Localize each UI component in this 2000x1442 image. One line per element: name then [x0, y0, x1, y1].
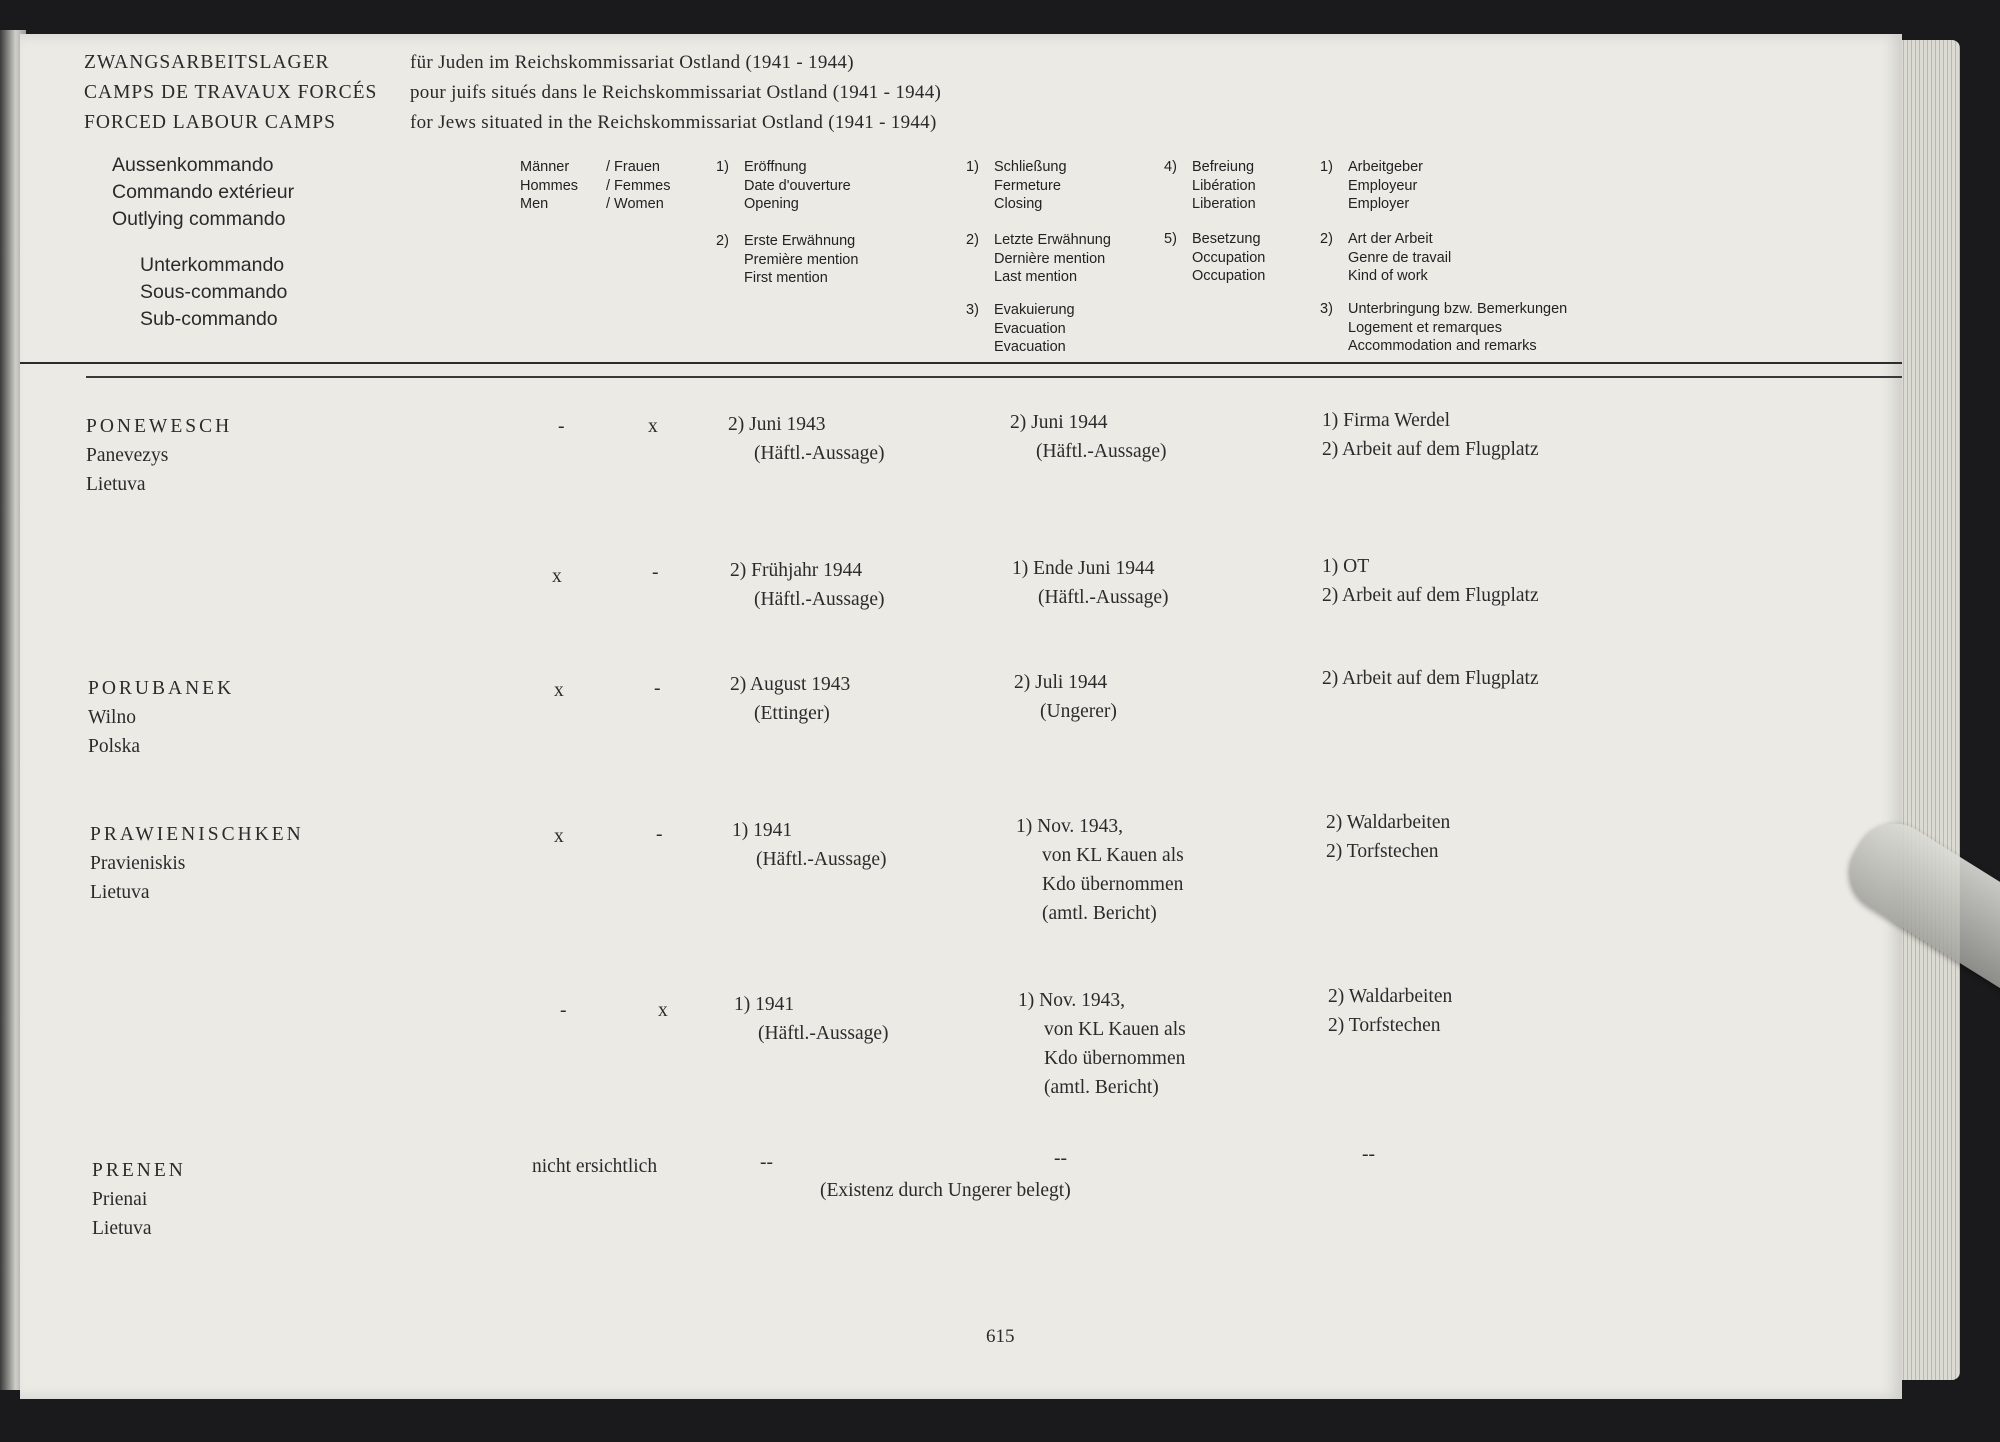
- legend-men-de: Männer: [520, 159, 570, 175]
- legend-men-en: Men: [520, 196, 549, 212]
- remarks-cell: --: [1362, 1144, 1375, 1165]
- legend-occupation: [1164, 230, 1265, 286]
- closing-date: 1) Nov. 1943,: [1018, 990, 1126, 1011]
- subtitle-line-en: for Jews situated in the Reichskommissariat Ostland (1941 - 1944): [410, 112, 937, 133]
- opening-date: 2) Frühjahr 1944: [730, 560, 863, 581]
- legend-employer-fr: Employeur: [1348, 177, 1418, 194]
- legend-last-mention-en: Last mention: [994, 269, 1078, 285]
- closing-source: (Ungerer): [1040, 701, 1117, 722]
- camp-name-local: Pravieniskis: [90, 853, 186, 874]
- camp-name: [92, 1156, 186, 1243]
- closing-note-1: von KL Kauen als: [1042, 845, 1184, 866]
- page-title: [84, 48, 377, 138]
- page-subtitle: [410, 48, 941, 138]
- legend-sub-commando: [140, 252, 287, 333]
- closing-date: 1) Nov. 1943,: [1016, 816, 1124, 837]
- closing-cell: [1012, 554, 1169, 612]
- legend-first-mention: [716, 232, 858, 288]
- closing-date: 2) Juli 1944: [1014, 672, 1108, 693]
- legend-opening-de: Eröffnung: [744, 159, 807, 175]
- legend-occupation-fr: Occupation: [1192, 249, 1266, 266]
- closing-note-2: Kdo übernommen: [1044, 1048, 1186, 1069]
- legend-occupation-num: 5): [1164, 231, 1177, 247]
- legend-employer: [1320, 158, 1423, 214]
- title-line-de: ZWANGSARBEITSLAGER: [84, 52, 330, 73]
- header-rule-inner: [86, 376, 1902, 378]
- legend-opening-fr: Date d'ouverture: [744, 177, 851, 194]
- legend-accommodation-de: Unterbringung bzw. Bemerkungen: [1348, 301, 1568, 317]
- legend-kind-of-work: [1320, 230, 1451, 286]
- camp-name: [86, 412, 232, 499]
- legend-outlying-en: Outlying commando: [112, 208, 286, 230]
- opening-cell: [730, 556, 885, 614]
- legend-accommodation-num: 3): [1320, 301, 1333, 317]
- camp-country: Lietuva: [86, 474, 146, 495]
- legend-first-mention-fr: Première mention: [744, 251, 859, 268]
- women-mark: x: [658, 1000, 668, 1021]
- legend-sub-en: Sub-commando: [140, 308, 278, 330]
- legend-outlying-fr: Commando extérieur: [112, 181, 295, 203]
- men-women-status: nicht ersichtlich: [532, 1156, 658, 1177]
- legend-evacuation-de: Evakuierung: [994, 302, 1075, 318]
- women-mark: -: [652, 562, 659, 583]
- women-mark: -: [654, 678, 661, 699]
- document-page: [20, 34, 1902, 1399]
- legend-kind-of-work-en: Kind of work: [1348, 268, 1428, 284]
- remark-work: 2) Waldarbeiten: [1326, 812, 1451, 833]
- legend-opening-num: 1): [716, 159, 729, 175]
- men-mark: -: [560, 1000, 567, 1021]
- closing-date: 1) Ende Juni 1944: [1012, 558, 1155, 579]
- opening-date: 2) Juni 1943: [728, 414, 826, 435]
- subtitle-line-de: für Juden im Reichskommissariat Ostland (1941 - 1944): [410, 52, 854, 73]
- remark-work: 2) Torfstechen: [1328, 1015, 1441, 1036]
- camp-name-local: Panevezys: [86, 445, 169, 466]
- legend-women-de: / Frauen: [606, 159, 660, 175]
- remark-work: 2) Arbeit auf dem Flugplatz: [1322, 585, 1539, 606]
- legend-opening: [716, 158, 851, 214]
- legend-women: [606, 158, 670, 214]
- camp-name-de: PRAWIENISCHKEN: [90, 824, 304, 845]
- remark-work: 2) Arbeit auf dem Flugplatz: [1322, 439, 1539, 460]
- closing-date: 2) Juni 1944: [1010, 412, 1108, 433]
- legend-first-mention-num: 2): [716, 233, 729, 249]
- remarks-cell: [1326, 808, 1450, 866]
- legend-first-mention-en: First mention: [744, 270, 828, 286]
- closing-source: (amtl. Bericht): [1044, 1077, 1159, 1098]
- closing-cell: [1010, 408, 1167, 466]
- legend-occupation-de: Besetzung: [1192, 231, 1261, 247]
- camp-name-de: PONEWESCH: [86, 416, 233, 437]
- legend-evacuation-fr: Evacuation: [994, 320, 1066, 337]
- legend-closing-fr: Fermeture: [994, 177, 1061, 194]
- legend-employer-num: 1): [1320, 159, 1333, 175]
- legend-closing-num: 1): [966, 159, 979, 175]
- legend-liberation-de: Befreiung: [1192, 159, 1255, 175]
- closing-source: (amtl. Bericht): [1042, 903, 1157, 924]
- opening-date: 2) August 1943: [730, 674, 851, 695]
- legend-first-mention-de: Erste Erwähnung: [744, 233, 856, 249]
- men-mark: -: [558, 416, 565, 437]
- opening-cell: [734, 990, 889, 1048]
- closing-source: (Häftl.-Aussage): [1036, 441, 1167, 462]
- legend-closing: [966, 158, 1067, 214]
- legend-occupation-en: Occupation: [1192, 268, 1266, 284]
- bleed-through: [1500, 54, 1860, 1054]
- legend-last-mention-num: 2): [966, 232, 979, 248]
- remark-employer: 1) OT: [1322, 556, 1370, 577]
- opening-cell: [730, 670, 850, 728]
- legend-evacuation-en: Evacuation: [994, 339, 1066, 355]
- remarks-cell: [1322, 664, 1539, 693]
- closing-note-2: Kdo übernommen: [1042, 874, 1184, 895]
- legend-employer-en: Employer: [1348, 196, 1410, 212]
- opening-source: (Häftl.-Aussage): [754, 589, 885, 610]
- camp-name-de: PRENEN: [92, 1160, 186, 1181]
- men-mark: x: [554, 826, 564, 847]
- legend-accommodation-fr: Logement et remarques: [1348, 319, 1502, 336]
- legend-outlying-commando: [112, 152, 294, 233]
- opening-source: (Häftl.-Aussage): [756, 849, 887, 870]
- legend-liberation-en: Liberation: [1192, 196, 1256, 212]
- title-line-en: FORCED LABOUR CAMPS: [84, 112, 336, 133]
- legend-opening-en: Opening: [744, 196, 799, 212]
- remark-work: 2) Torfstechen: [1326, 841, 1439, 862]
- legend-kind-of-work-de: Art der Arbeit: [1348, 231, 1433, 247]
- subtitle-line-fr: pour juifs situés dans le Reichskommissariat Ostland (1941 - 1944): [410, 82, 942, 103]
- legend-sub-de: Unterkommando: [140, 254, 285, 276]
- legend-liberation-fr: Libération: [1192, 177, 1256, 194]
- closing-note-1: von KL Kauen als: [1044, 1019, 1186, 1040]
- legend-kind-of-work-num: 2): [1320, 231, 1333, 247]
- camp-name: [88, 674, 234, 761]
- men-mark: x: [552, 566, 562, 587]
- remark-employer: 1) Firma Werdel: [1322, 410, 1451, 431]
- opening-source: (Häftl.-Aussage): [758, 1023, 889, 1044]
- camp-name-de: PORUBANEK: [88, 678, 235, 699]
- closing-source: (Häftl.-Aussage): [1038, 587, 1169, 608]
- title-line-fr: CAMPS DE TRAVAUX FORCÉS: [84, 82, 378, 103]
- women-mark: x: [648, 416, 658, 437]
- legend-last-mention: [966, 231, 1111, 287]
- page-number: 615: [986, 1326, 1015, 1347]
- remarks-cell: [1322, 406, 1539, 464]
- legend-kind-of-work-fr: Genre de travail: [1348, 249, 1452, 266]
- legend-closing-de: Schließung: [994, 159, 1067, 175]
- closing-cell: --: [1054, 1148, 1067, 1169]
- camp-country: Polska: [88, 736, 141, 757]
- opening-cell: [728, 410, 885, 468]
- legend-evacuation-num: 3): [966, 302, 979, 318]
- camp-country: Lietuva: [92, 1218, 152, 1239]
- camp-name-local: Prienai: [92, 1189, 148, 1210]
- legend-last-mention-fr: Dernière mention: [994, 250, 1106, 267]
- legend-closing-en: Closing: [994, 196, 1043, 212]
- legend-sub-fr: Sous-commando: [140, 281, 288, 303]
- camp-country: Lietuva: [90, 882, 150, 903]
- opening-date: 1) 1941: [732, 820, 793, 841]
- legend-men: [520, 158, 578, 214]
- legend-liberation: [1164, 158, 1256, 214]
- existence-note: (Existenz durch Ungerer belegt): [820, 1180, 1071, 1201]
- closing-cell: [1018, 986, 1186, 1102]
- opening-source: (Ettinger): [754, 703, 830, 724]
- legend-outlying-de: Aussenkommando: [112, 154, 274, 176]
- opening-cell: [732, 816, 887, 874]
- men-mark: x: [554, 680, 564, 701]
- legend-liberation-num: 4): [1164, 159, 1177, 175]
- legend-men-fr: Hommes: [520, 177, 579, 194]
- legend-accommodation: [1320, 300, 1567, 356]
- legend-women-en: / Women: [606, 196, 664, 212]
- opening-cell: --: [760, 1152, 773, 1173]
- remark-work: 2) Waldarbeiten: [1328, 986, 1453, 1007]
- camp-name-local: Wilno: [88, 707, 136, 728]
- remarks-cell: [1328, 982, 1452, 1040]
- opening-source: (Häftl.-Aussage): [754, 443, 885, 464]
- legend-evacuation: [966, 301, 1075, 357]
- legend-employer-de: Arbeitgeber: [1348, 159, 1423, 175]
- legend-last-mention-de: Letzte Erwähnung: [994, 232, 1111, 248]
- closing-cell: [1016, 812, 1184, 928]
- women-mark: -: [656, 824, 663, 845]
- closing-cell: [1014, 668, 1117, 726]
- legend-accommodation-en: Accommodation and remarks: [1348, 338, 1537, 354]
- remarks-cell: [1322, 552, 1539, 610]
- remark-work: 2) Arbeit auf dem Flugplatz: [1322, 668, 1539, 689]
- opening-date: 1) 1941: [734, 994, 795, 1015]
- camp-name: [90, 820, 304, 907]
- header-rule: [20, 362, 1902, 364]
- legend-women-fr: / Femmes: [606, 177, 671, 194]
